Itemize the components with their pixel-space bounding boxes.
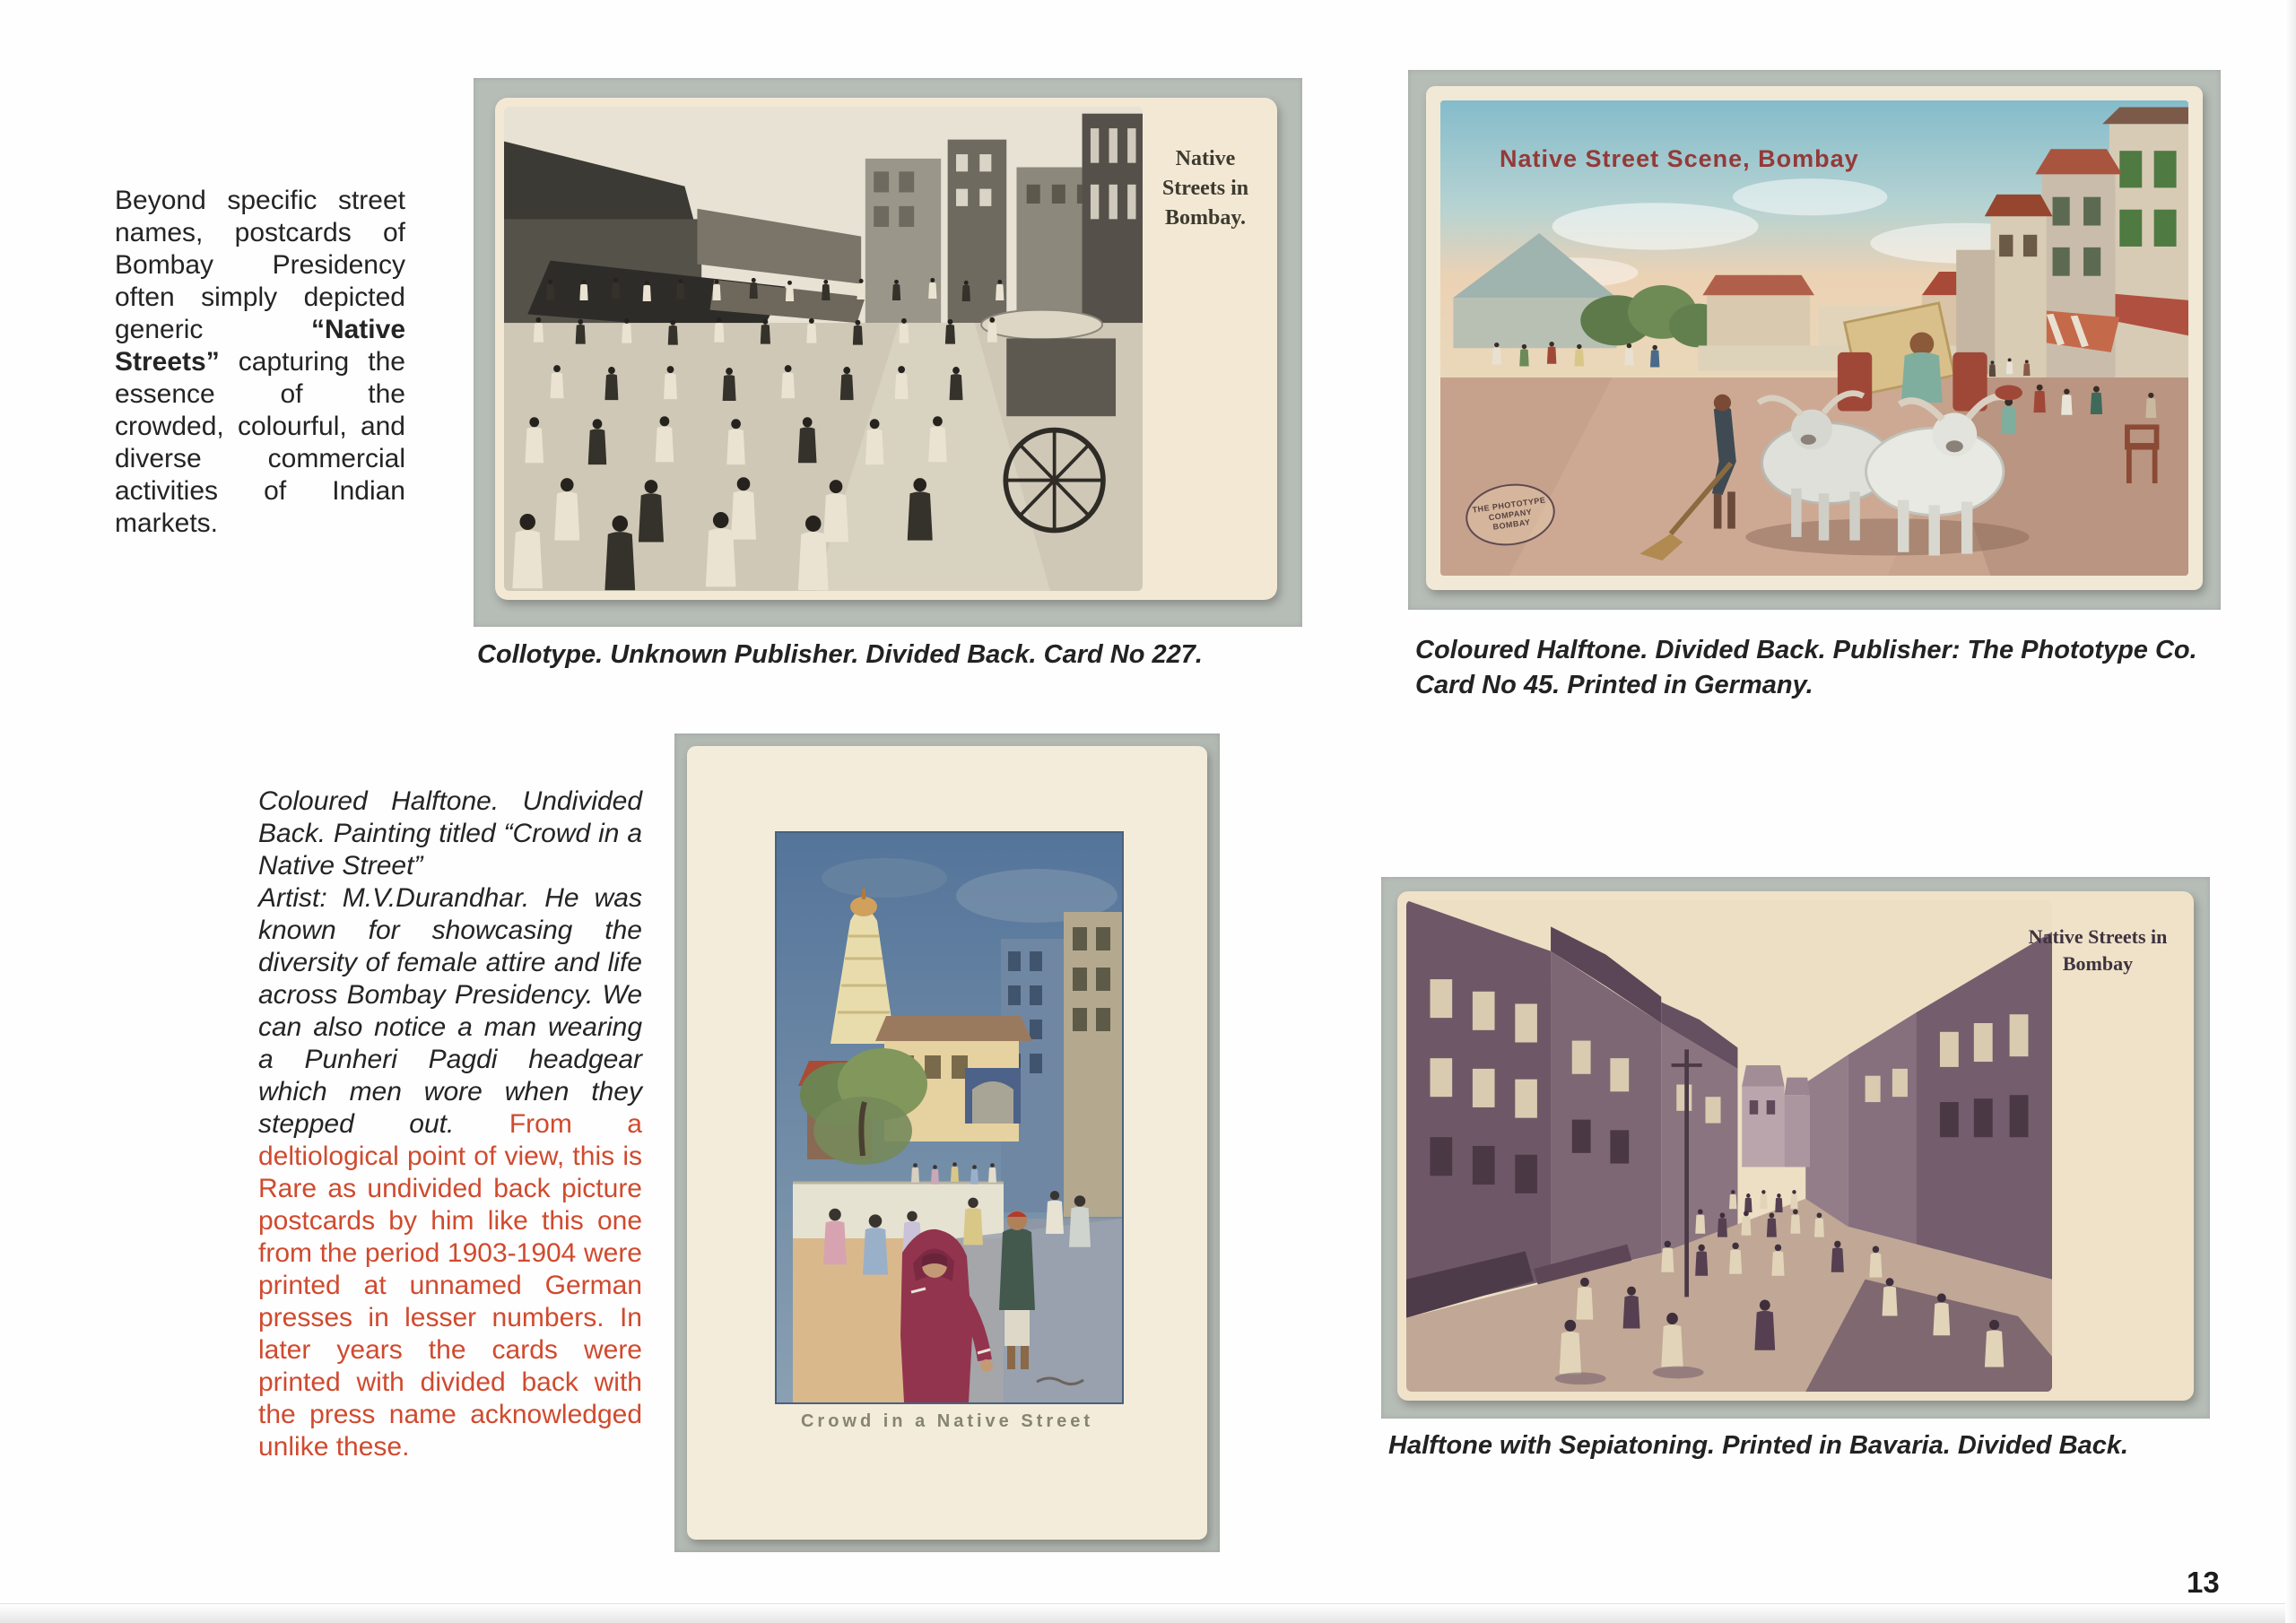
- page-number: 13: [2187, 1566, 2220, 1599]
- postcard-phototype-photo: [1440, 100, 2188, 576]
- durandhar-painting-illustration: [777, 833, 1122, 1402]
- page-bottom-edge: [0, 1603, 2296, 1623]
- postcard-sepia-title-overlay: Native Streets in Bombay: [2028, 925, 2168, 975]
- sepia-street-illustration: [1406, 900, 2052, 1392]
- note-paragraph: [258, 785, 642, 1463]
- intro-text-post: capturing the essence of the crowded, colourful, and diverse commercial activities of Indian markets.: [115, 347, 405, 538]
- postcard-collotype-photo: [504, 107, 1143, 591]
- caption-collotype: Collotype. Unknown Publisher. Divided Back. Card No 227.: [477, 640, 1203, 669]
- postcard-phototype-mat: [1408, 70, 2221, 610]
- postcard-collotype-mat: [474, 78, 1302, 627]
- postcard-sepia-mat: [1381, 877, 2210, 1419]
- postcard-sepia-photo: [1406, 900, 2052, 1392]
- intro-text-bold: “Native Streets”: [115, 315, 405, 377]
- intro-paragraph: [115, 185, 405, 540]
- postcard-phototype-title-overlay: Native Street Scene, Bombay: [1500, 145, 1859, 172]
- postcard-durandhar: [687, 746, 1207, 1540]
- caption-phototype-line2: Card No 45. Printed in Germany.: [1415, 671, 1813, 699]
- collotype-street-illustration: [504, 107, 1143, 591]
- caption-phototype: [1415, 633, 2222, 703]
- page-right-edge: [2285, 0, 2296, 1623]
- intro-text-pre: Beyond specific street names, postcards of Bombay Presidency often simply depicted generic: [115, 186, 405, 344]
- postcard-sepia: [1397, 891, 2194, 1401]
- postcard-durandhar-painting: [775, 831, 1124, 1404]
- note-part1: Coloured Halftone. Undivided Back. Painting titled “Crowd in a Native Street”: [258, 786, 642, 881]
- phototype-publisher-stamp: THE PHOTOTYPE COMPANY BOMBAY: [1462, 478, 1559, 551]
- postcard-collotype: [495, 98, 1277, 600]
- postcard-phototype: [1426, 86, 2203, 590]
- caption-phototype-line1: Coloured Halftone. Divided Back. Publisher: The Phototype Co.: [1415, 636, 2197, 664]
- note-part2: Artist: M.V.Durandhar. He was known for showcasing the diversity of female attire and life across Bombay Presidency. We can also notice a man wearing a Punheri Pagdi headgear which men wore when they stepped out.: [258, 883, 642, 1139]
- note-red-text: From a deltiological point of view, this is Rare as undivided back picture postcards by him like this one from the period 1903-1904 were printed at unnamed German presses in lesser numbers. In later years the cards were printed with divided back with the press name acknowledged unlike these.: [258, 1109, 642, 1462]
- postcard-durandhar-caption-overlay: Crowd in a Native Street: [800, 1411, 1094, 1431]
- caption-sepia: Halftone with Sepiatoning. Printed in Bavaria. Divided Back.: [1388, 1431, 2129, 1460]
- postcard-durandhar-mat: [674, 733, 1220, 1552]
- postcard-collotype-title-overlay: Native Streets in Bombay.: [1161, 147, 1249, 230]
